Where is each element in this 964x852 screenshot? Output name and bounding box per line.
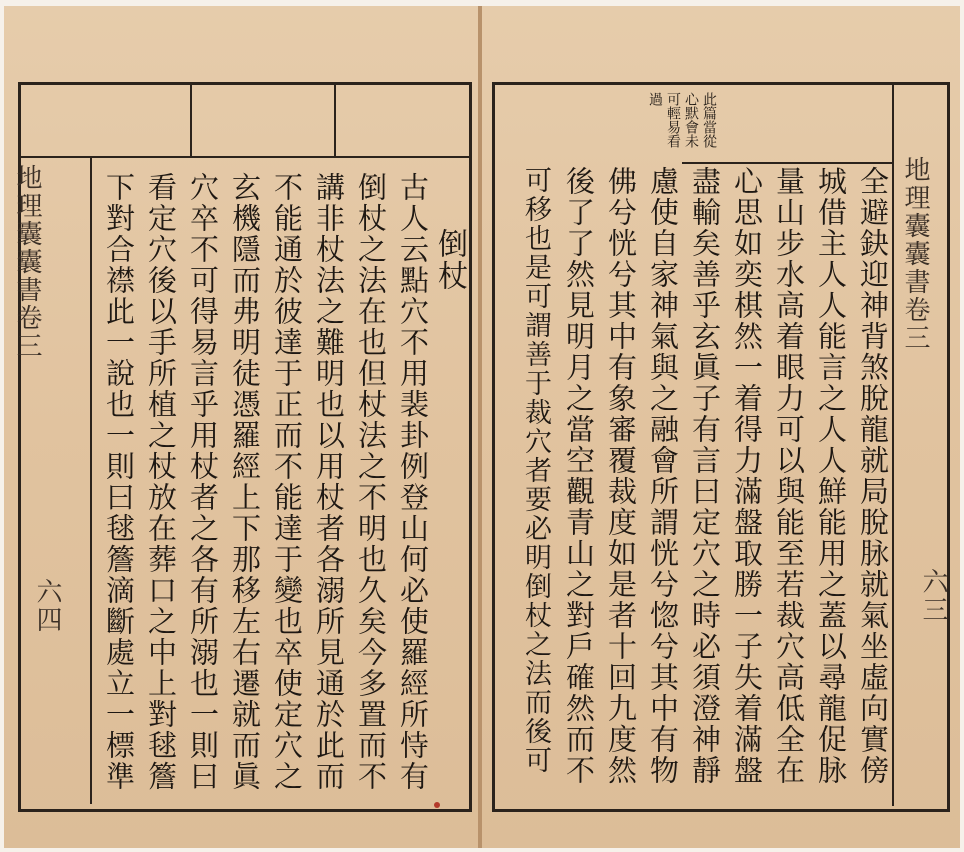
left-margin-title: 地理囊囊書卷三 <box>12 164 42 360</box>
note-column: 過 <box>647 92 663 106</box>
left-page <box>4 6 478 848</box>
left-header-rule <box>18 156 472 158</box>
left-header-divider <box>334 84 336 156</box>
text-column: 佛兮恍兮其中有象審覆裁度如是者十回九度然 <box>604 166 638 786</box>
note-column: 心默會未 <box>683 92 699 148</box>
text-column: 玄機隱而弗明徒憑羅經上下那移左右遷就而眞 <box>228 172 262 792</box>
right-header-rule <box>682 162 892 164</box>
note-column: 此篇當從 <box>701 92 717 148</box>
left-header-divider <box>190 84 192 156</box>
text-column: 盡輸矣善乎玄眞子有言曰定穴之時必須澄神靜 <box>688 166 722 786</box>
text-column: 慮使自家神氣與之融會所謂恍兮惚兮其中有物 <box>646 166 680 786</box>
text-column: 古人云點穴不用裴卦例登山何必使羅經所恃有 <box>396 172 430 792</box>
note-column: 可輕易看 <box>665 92 681 148</box>
left-column-rule <box>90 158 92 804</box>
text-column: 心思如奕棋然一着得力滿盤取勝一子失着滿盤 <box>730 166 764 786</box>
text-column: 量山步水高着眼力可以與能至若裁穴高低全在 <box>772 166 806 786</box>
right-page <box>482 6 960 848</box>
text-column: 看定穴後以手所植之杖放在葬口之中上對毬簷 <box>144 172 178 792</box>
text-column: 講非杖法之難明也以用杖者各溺所見通於此而 <box>312 172 346 792</box>
book-spread <box>4 6 960 848</box>
text-column: 倒杖之法在也但杖法之不明也久矣今多置而不 <box>354 172 388 792</box>
text-column: 不能通於彼達于正而不能達于變也卒使定穴之 <box>270 172 304 792</box>
text-column: 下對合襟此一說也一則曰毬簷滴斷處立一標準 <box>102 172 136 792</box>
text-column: 後了了然見明月之當空觀青山之對戶確然而不 <box>562 166 596 786</box>
section-title: 倒杖 <box>432 228 467 292</box>
text-column: 城借主人人能言之人人鮮能用之蓋以尋龍促脉 <box>814 166 848 786</box>
right-margin-title: 地理囊囊書卷三 <box>900 156 930 352</box>
text-column: 穴卒不可得易言乎用杖者之各有所溺也一則曰 <box>186 172 220 792</box>
text-column: 可移也是可謂善于裁穴者要必明倒杖之法而後可 <box>520 166 551 775</box>
right-column-rule <box>892 84 894 806</box>
red-seal-dot <box>434 802 440 808</box>
text-column: 全避鈌迎神背煞脫龍就局脫脉就氣坐虛向實傍 <box>856 166 890 786</box>
left-page-number: 六四 <box>32 578 62 634</box>
right-page-number: 六三 <box>918 568 948 624</box>
